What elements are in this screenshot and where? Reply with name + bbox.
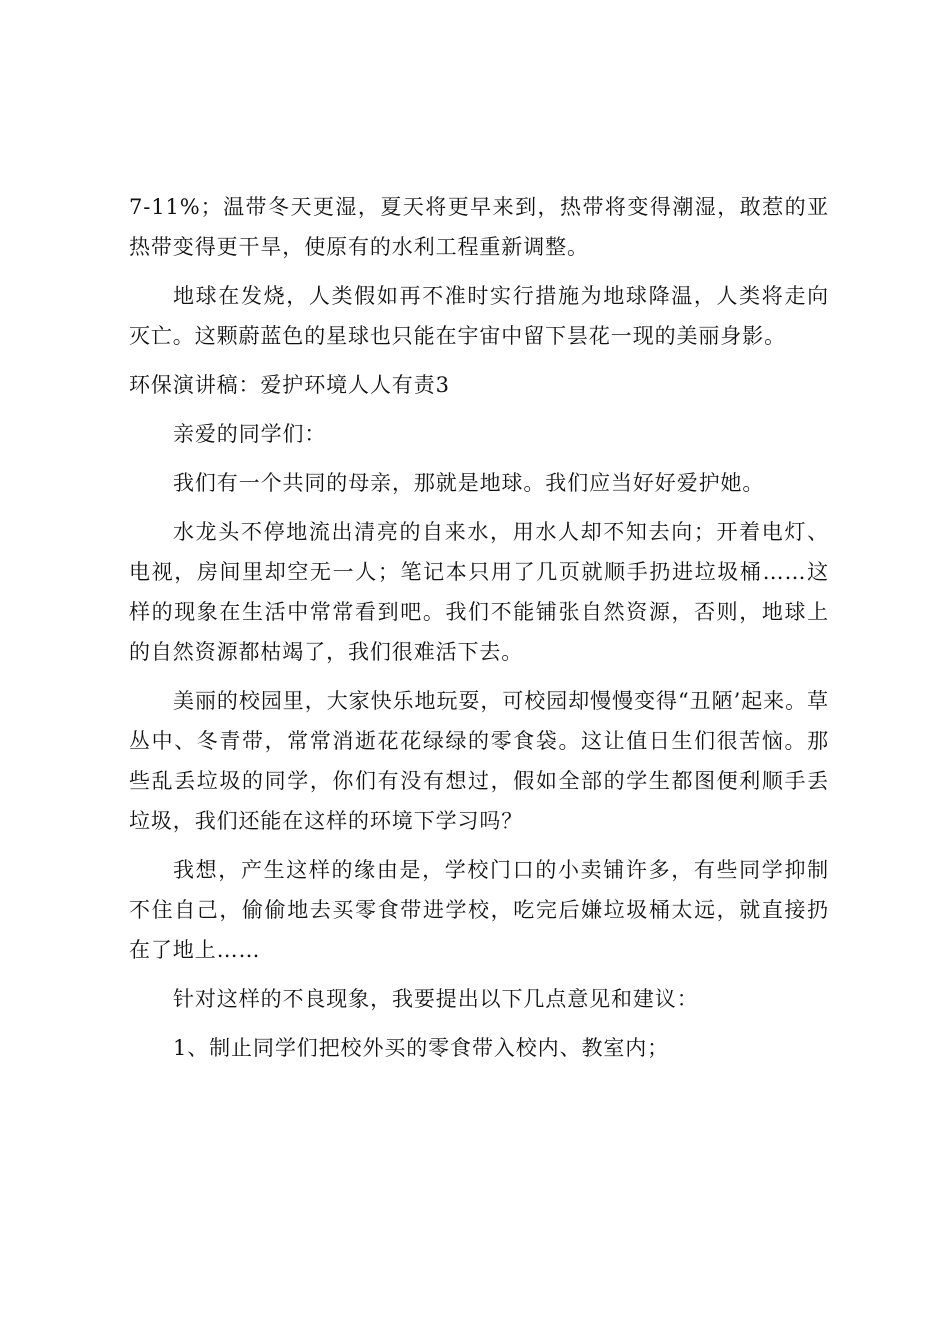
paragraph-suggestions-intro: 针对这样的不良现象，我要提出以下几点意见和建议： <box>173 987 699 1011</box>
paragraph-campus: 美丽的校园里，大家快乐地玩耍，可校园却慢慢变得“丑陋’起来。草丛中、冬青带，常常消逝花花绿绿的零食袋。这让值日生们很苦恼。那些乱丢垃圾的同学，你们有没有想过，假如全部的学生都图便利顺手丢垃圾，我们还能在这样的环境下学习吗？ <box>129 689 829 833</box>
paragraph-continuation: 7-11%；温带冬天更湿，夏天将更早来到，热带将变得潮湿，敢惹的亚热带变得更干旱，使原有的水利工程重新调整。 <box>129 195 829 259</box>
paragraph-mother-earth: 我们有一个共同的母亲，那就是地球。我们应当好好爱护她。 <box>173 471 765 495</box>
document-body <box>129 187 829 1077</box>
paragraph-greeting: 亲爱的同学们： <box>173 422 327 446</box>
paragraph-cause: 我想，产生这样的缘由是，学校门口的小卖铺许多，有些同学抑制不住自己，偷偷地去买零食带进学校，吃完后嫌垃圾桶太远，就直接扔在了地上…… <box>129 858 829 962</box>
section-heading: 环保演讲稿：爱护环境人人有责3 <box>129 373 450 397</box>
paragraph-earth-fever: 地球在发烧，人类假如再不准时实行措施为地球降温，人类将走向灭亡。这颗蔚蓝色的星球也只能在宇宙中留下昙花一现的美丽身影。 <box>129 284 829 348</box>
list-item-suggestion-1: 1、制止同学们把校外买的零食带入校内、教室内； <box>173 1036 670 1060</box>
paragraph-waste-examples: 水龙头不停地流出清亮的自来水，用水人却不知去向；开着电灯、电视，房间里却空无一人；笔记本只用了几页就顺手扔进垃圾桶……这样的现象在生活中常常看到吧。我们不能铺张自然资源，否则，地球上的自然资源都枯竭了，我们很难活下去。 <box>129 520 829 664</box>
